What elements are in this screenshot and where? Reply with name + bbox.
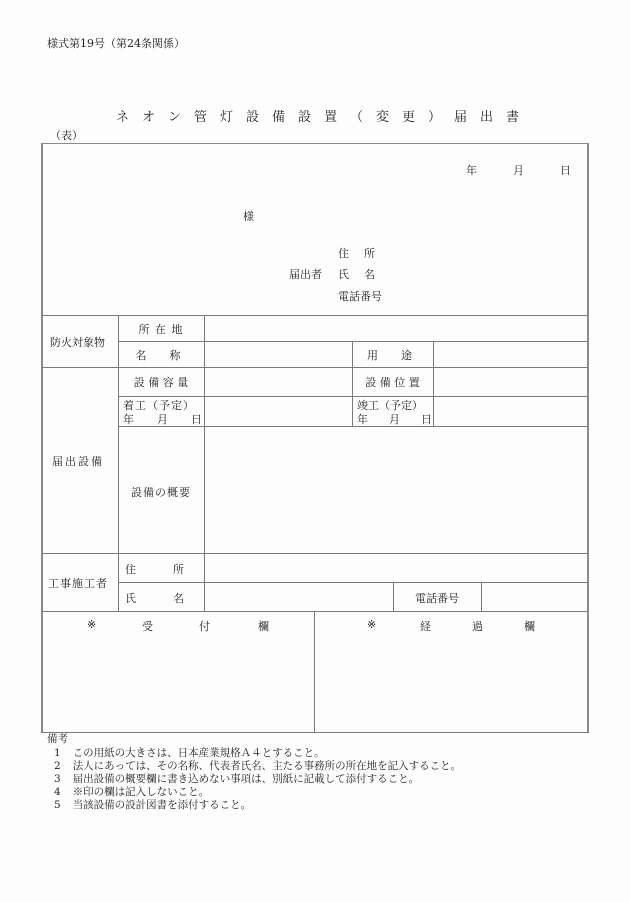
end-date-field[interactable] (434, 397, 587, 426)
end-date-label: 年 月 日 (357, 413, 437, 426)
equipment-group-label: 届出設備 (52, 455, 104, 468)
frame-right (587, 143, 589, 733)
date-month: 月 (513, 164, 524, 177)
side-label: （表） (50, 129, 83, 142)
frame-bottom (41, 732, 589, 733)
reception-char-3: 欄 (258, 620, 269, 633)
note-text: ※印の欄は記入しないこと。 (72, 786, 210, 798)
capacity-field[interactable] (205, 368, 352, 396)
note-text: 法人にあっては、その名称、代表者氏名、主たる事務所の所在地を記入すること。 (72, 760, 462, 772)
contractor-name-label: 氏 名 (125, 592, 197, 605)
overview-label: 設備の概要 (131, 486, 191, 499)
notifier-phone-label: 電話番号 (338, 290, 382, 303)
overview-field[interactable] (205, 427, 587, 553)
notifier-address-label: 住 所 (338, 247, 377, 260)
position-label: 設 備 位 置 (365, 376, 420, 389)
reception-mark: ※ (87, 618, 97, 631)
notifier-label: 届出者 (289, 268, 322, 281)
contractor-phone-label: 電話番号 (415, 592, 459, 605)
note-item (54, 760, 461, 774)
note-item (54, 773, 419, 787)
contractor-name-field[interactable] (205, 583, 393, 611)
note-text: 当該設備の設計図書を添付すること。 (72, 799, 252, 811)
end-label: 竣工（予定） (357, 399, 423, 412)
notifier-name-label: 氏 名 (338, 268, 377, 281)
page-title: ネオン管灯設備設置（変更）届出書 (116, 110, 533, 125)
contractor-group-label: 工事施工者 (48, 577, 108, 590)
location-field[interactable] (205, 316, 587, 341)
progress-char-2: 過 (472, 620, 483, 633)
note-text: 届出設備の概要欄に書き込めない事項は、別紙に記載して添付すること。 (72, 773, 420, 785)
addressee-suffix: 様 (243, 210, 254, 223)
position-field[interactable] (434, 368, 587, 396)
use-field[interactable] (434, 342, 587, 367)
progress-char-3: 欄 (524, 620, 535, 633)
contractor-address-label: 住 所 (125, 563, 197, 576)
name-field[interactable] (205, 342, 352, 367)
progress-char-1: 経 (420, 620, 431, 633)
notes-heading: 備考 (47, 733, 68, 745)
frame-top (41, 143, 589, 144)
contractor-phone-field[interactable] (482, 583, 587, 611)
start-label: 着工（予定） (123, 399, 195, 412)
note-item (54, 799, 251, 813)
progress-mark: ※ (367, 618, 377, 631)
frame-left (41, 143, 43, 733)
start-date-field[interactable] (205, 397, 352, 426)
note-item (54, 747, 325, 761)
note-text: この用紙の大きさは、日本産業規格Ａ４とすること。 (72, 747, 325, 759)
name-label: 名 称 (135, 349, 187, 362)
note-number: 1 (54, 747, 61, 759)
capacity-label: 設 備 容 量 (133, 376, 189, 389)
reception-char-1: 受 (142, 620, 153, 633)
col-office-divider (314, 611, 315, 732)
start-date-label: 年 月 日 (123, 413, 208, 426)
note-number: 2 (54, 760, 61, 772)
contractor-address-field[interactable] (205, 554, 587, 582)
fire-object-label: 防火対象物 (50, 336, 105, 349)
form-number: 様式第19号（第24条関係） (47, 37, 185, 50)
note-number: 4 (54, 786, 61, 798)
location-label: 所 在 地 (138, 323, 184, 336)
note-number: 3 (54, 773, 61, 785)
reception-char-2: 付 (199, 620, 210, 633)
date-day: 日 (560, 164, 571, 177)
date-year: 年 (466, 164, 477, 177)
use-label: 用 途 (367, 349, 418, 362)
note-number: 5 (54, 799, 61, 811)
note-item (54, 786, 209, 800)
